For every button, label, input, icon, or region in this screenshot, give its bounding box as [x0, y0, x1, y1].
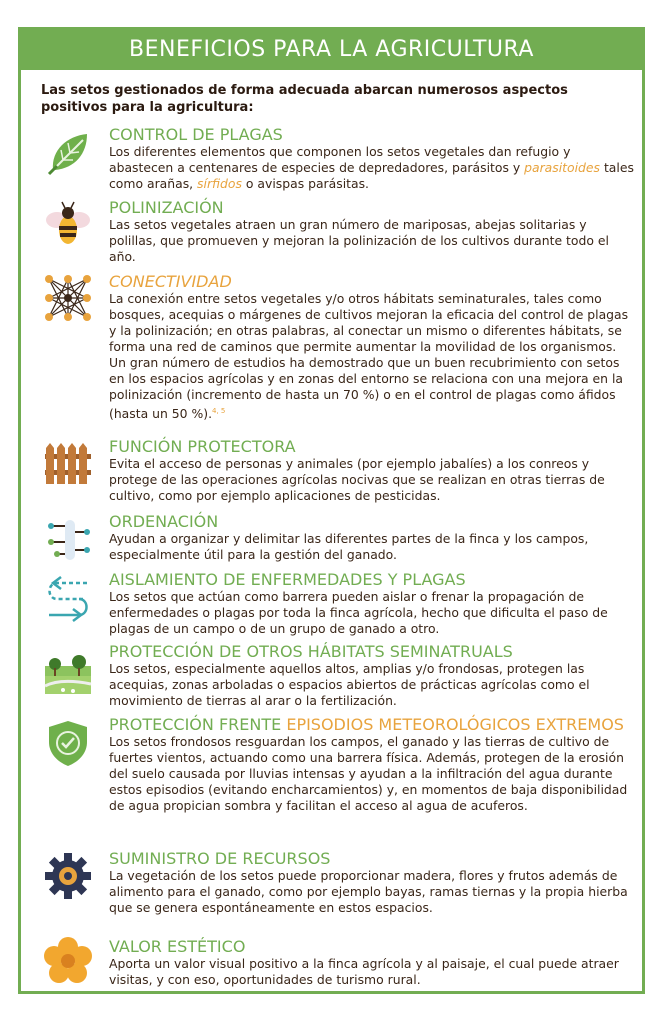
section-title: VALOR ESTÉTICO — [109, 937, 246, 956]
section-text: La conexión entre setos vegetales y/o otros hábitats seminaturales, tales como bosques, acequias o márgenes de cultivos mejoran la eficacia del control de plagas y la polinización; en otras palabras, al conectar un mismo o diferentes hábitats, se forma una red de caminos que permite aumentar la movilidad de los organismos. Un gran número de estudios ha demostrado que un buen recubrimiento con setos en los espacios agrícolas y en zonas del entorno se relaciona con una mejora en la polinización (incremento de hasta un 70 %) o en el control de plagas como áfidos (hasta un 50 %).$^{4, 5}$ — [109, 291, 629, 422]
section-funcion-protectora — [109, 438, 634, 504]
section-control-plagas — [109, 126, 634, 192]
section-title: CONTROL DE PLAGAS — [109, 125, 283, 144]
section-text: Evita el acceso de personas y animales (por ejemplo jabalíes) a los conreos y protege de las operaciones agrícolas nocivas que se realizan en otras tierras de cultivo, como por ejemplo aplicaciones de pesticidas. — [109, 456, 605, 503]
section-title: CONECTIVIDAD — [109, 272, 232, 291]
gear-icon — [43, 851, 93, 901]
fence-icon — [43, 438, 93, 488]
section-proteccion-meteo — [109, 716, 634, 814]
section-title: POLINIZACIÓN — [109, 198, 224, 217]
section-proteccion-habitats — [109, 643, 634, 709]
organize-icon — [43, 514, 93, 564]
shield-icon — [43, 718, 93, 768]
section-suministro — [109, 850, 634, 916]
section-title: PROTECCIÓN FRENTE EPISODIOS METEOROLÓGICOS EXTREMOS — [109, 715, 624, 734]
landscape-icon — [43, 648, 93, 698]
section-aislamiento — [109, 571, 634, 637]
section-text: La vegetación de los setos puede proporcionar madera, flores y frutos además de alimento para el ganado, como por ejemplo bayas, ramas tiernas y la propia hierba que se genera espontáneamente en estos espacios. — [109, 868, 628, 915]
section-text: Los diferentes elementos que componen los setos vegetales dan refugio y abastecen a centenares de especies de depredadores, parásitos y parasitoides tales como arañas, sírfidos o avispas parásitas. — [109, 144, 634, 191]
section-polinizacion — [109, 199, 634, 265]
flower-icon — [43, 936, 93, 986]
intro-text: Las setos gestionados de forma adecuada abarcan numerosos aspectos positivos para la agricultura: — [41, 83, 568, 115]
benefits-card — [18, 27, 645, 994]
section-text: Aporta un valor visual positivo a la finca agrícola y al paisaje, el cual puede atraer visitas, y con eso, oportunidades de turismo rural. — [109, 956, 619, 987]
page-title: BENEFICIOS PARA LA AGRICULTURA — [21, 30, 642, 70]
network-icon — [43, 273, 93, 323]
section-text: Las setos vegetales atraen un gran número de mariposas, abejas solitarias y polillas, que promueven y mejoran la polinización de los cultivos durante todo el año. — [109, 217, 609, 264]
section-title: AISLAMIENTO DE ENFERMEDADES Y PLAGAS — [109, 570, 466, 589]
bee-icon — [43, 200, 93, 250]
arrows-icon — [43, 573, 93, 623]
section-text: Los setos que actúan como barrera pueden aislar o frenar la propagación de enfermedades o plagas por toda la finca agrícola, hecho que dificulta el paso de plagas de un campo o de un grupo de ganado a otro. — [109, 589, 608, 636]
section-title: FUNCIÓN PROTECTORA — [109, 437, 296, 456]
section-ordenacion — [109, 513, 634, 563]
section-text: Los setos frondosos resguardan los campos, el ganado y las tierras de cultivo de fuertes vientos, actuando como una barrera física. Además, protegen de la erosión del suelo causada por lluvias intensas y ayudan a la infiltración del agua durante estos episodios (evitando encharcamientos) y, en momentos de baja disponibilidad de agua propician sombra y facilitan el acceso al agua de acuferos. — [109, 734, 628, 813]
leaf-icon — [43, 128, 93, 178]
section-title: ORDENACIÓN — [109, 512, 219, 531]
section-title: PROTECCIÓN DE OTROS HÁBITATS SEMINATRUALS — [109, 642, 513, 661]
section-title: SUMINISTRO DE RECURSOS — [109, 849, 331, 868]
section-conectividad — [109, 273, 634, 422]
section-valor-estetico — [109, 938, 634, 988]
section-text: Ayudan a organizar y delimitar las diferentes partes de la finca y los campos, especialmente útil para la gestión del ganado. — [109, 531, 589, 562]
section-text: Los setos, especialmente aquellos altos, amplias y/o frondosas, protegen las acequias, zonas arboladas o espacios abiertos de prácticas agrícolas como el movimiento de tierras al arar o la fertilización. — [109, 661, 590, 708]
